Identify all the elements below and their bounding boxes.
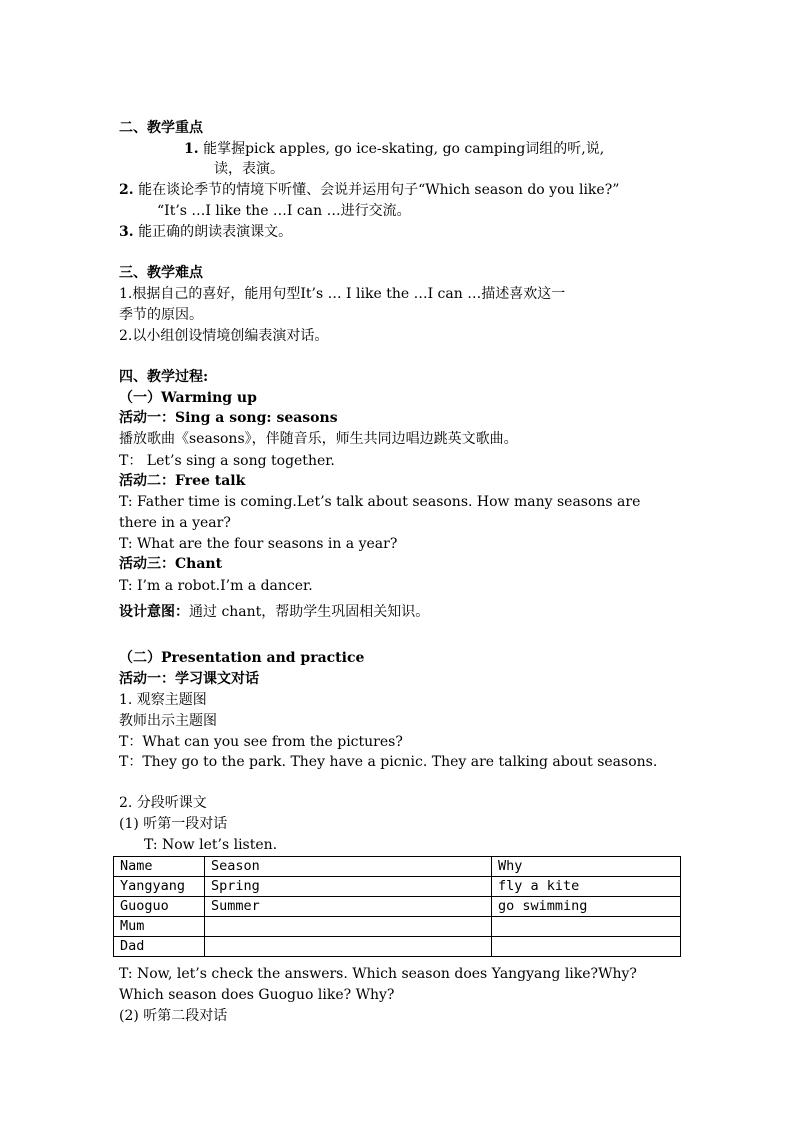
table-header-cell: Why — [492, 857, 681, 877]
key-point-3 — [119, 222, 292, 242]
table-cell — [492, 937, 681, 957]
table-cell: Dad — [114, 937, 205, 957]
table-cell: go swimming — [492, 897, 681, 917]
table-cell: fly a kite — [492, 877, 681, 897]
table-cell: Spring — [205, 877, 492, 897]
difficulty-2: 2.以小组创设情境创编表演对话。 — [119, 328, 329, 344]
section-heading-difficulties: 三、教学难点 — [119, 265, 203, 281]
design-intent-text: 通过 chant，帮助学生巩固相关知识。 — [189, 604, 430, 620]
step-1-teacher-line1: T：What can you see from the pictures? — [119, 734, 403, 750]
key-point-3-number: 3. — [119, 224, 134, 240]
step-1-heading: 1. 观察主题图 — [119, 692, 207, 708]
activity-2-teacher-line1-cont: there in a year? — [119, 515, 231, 531]
activity-3-teacher-line: T: I’m a robot.I’m a dancer. — [119, 578, 313, 594]
table-row — [114, 897, 681, 917]
table-cell: Yangyang — [114, 877, 205, 897]
activity-2-teacher-line1: T: Father time is coming.Let’s talk about seasons. How many seasons are — [119, 494, 641, 510]
section-heading-process: 四、教学过程: — [119, 369, 209, 385]
warmup-title: （一）Warming up — [119, 390, 257, 406]
activity-3-title: 活动三：Chant — [119, 556, 223, 572]
activity-1-teacher-line: T： Let’s sing a song together. — [119, 453, 335, 469]
table-cell — [205, 937, 492, 957]
table-cell: Mum — [114, 917, 205, 937]
difficulty-1-line1: 1.根据自己的喜好，能用句型It’s … I like the …I can …描述喜欢这一 — [119, 286, 566, 302]
check-answers-line1: T: Now, let’s check the answers. Which season does Yangyang like?Why? — [119, 966, 637, 982]
step-2-sub-1: (1) 听第一段对话 — [119, 816, 228, 832]
step-1-description: 教师出示主题图 — [119, 713, 217, 729]
key-point-3-text: 能正确的朗读表演课文。 — [138, 224, 293, 240]
table-header-cell: Name — [114, 857, 205, 877]
key-point-1-number: 1. — [184, 141, 199, 157]
step-2-sub-2: (2) 听第二段对话 — [119, 1008, 228, 1024]
activity-2-teacher-line2: T: What are the four seasons in a year? — [119, 536, 398, 552]
key-point-1 — [184, 139, 604, 159]
activity-1-description: 播放歌曲《seasons》，伴随音乐，师生共同边唱边跳英文歌曲。 — [119, 431, 518, 447]
key-point-1-text-line2: 读，表演。 — [214, 161, 284, 177]
table-cell: Guoguo — [114, 897, 205, 917]
table-cell — [205, 917, 492, 937]
design-intent-label: 设计意图： — [119, 604, 189, 620]
key-point-2-number: 2. — [119, 182, 134, 198]
table-row — [114, 917, 681, 937]
table-row — [114, 877, 681, 897]
presentation-title: （二）Presentation and practice — [119, 650, 365, 666]
check-answers-line2: Which season does Guoguo like? Why? — [119, 987, 395, 1003]
key-point-2-text-line1: 能在谈论季节的情境下听懂、会说并运用句子“Which season do you like?” — [138, 182, 620, 198]
key-point-2 — [119, 180, 619, 200]
table-cell — [492, 917, 681, 937]
activity-2-title: 活动二：Free talk — [119, 473, 246, 489]
table-header-cell: Season — [205, 857, 492, 877]
difficulty-1-line2: 季节的原因。 — [119, 307, 203, 323]
step-2-sub-1-teacher-line: T: Now let’s listen. — [144, 837, 278, 853]
key-point-1-text-line1: 能掌握pick apples, go ice-skating, go camping词组的听,说, — [203, 141, 605, 157]
table-header-row — [114, 857, 681, 877]
step-1-teacher-line2: T：They go to the park. They have a picnic. They are talking about seasons. — [119, 754, 658, 770]
presentation-activity-1-title: 活动一：学习课文对话 — [119, 671, 259, 687]
table-row — [114, 937, 681, 957]
section-heading-key-points: 二、教学重点 — [119, 120, 203, 136]
key-point-2-text-line2: “It’s …I like the …I can …进行交流。 — [157, 203, 411, 219]
design-intent — [119, 602, 429, 622]
table-cell: Summer — [205, 897, 492, 917]
listening-table — [113, 856, 681, 957]
activity-1-title: 活动一：Sing a song: seasons — [119, 410, 338, 426]
step-2-heading: 2. 分段听课文 — [119, 795, 207, 811]
